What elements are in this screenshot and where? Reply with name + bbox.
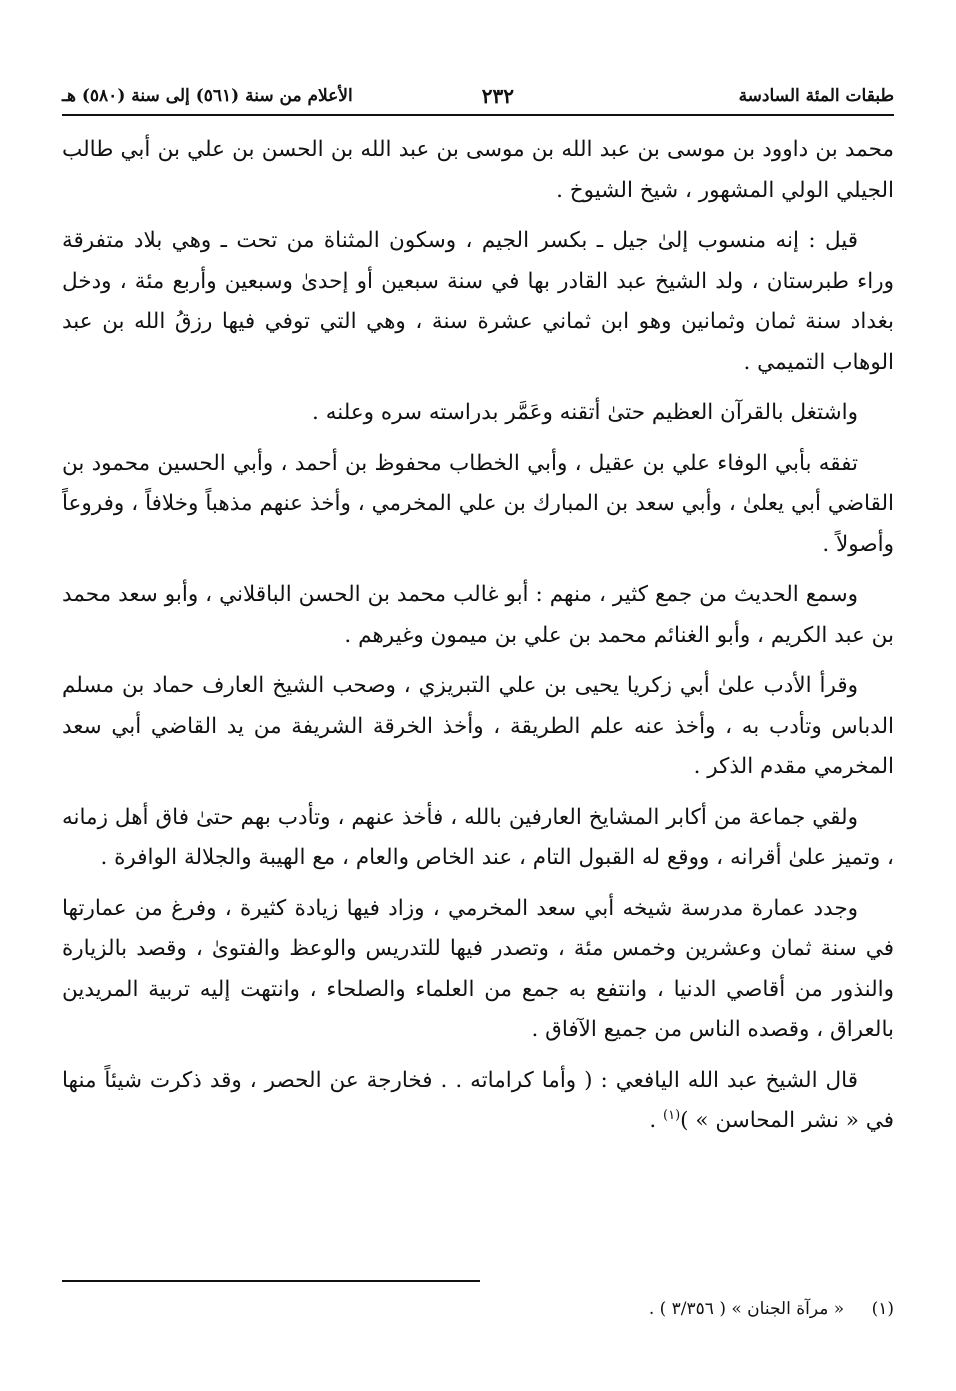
footnote-rule <box>62 1280 480 1282</box>
paragraph-mashayikh: ولقي جماعة من أكابر المشايخ العارفين بالله ، فأخذ عنهم ، وتأدب بهم حتىٰ فاق أهل زمانه ، وتميز علىٰ أقرانه ، ووقع له القبول التام ، عند الخاص والعام ، مع الهيبة والجلالة الوافرة . <box>62 804 894 870</box>
paragraph-fiqh: تفقه بأبي الوفاء علي بن عقيل ، وأبي الخطاب محفوظ بن أحمد ، وأبي الحسين محمود بن القاضي أبي يعلىٰ ، وأبي سعد بن المبارك بن علي المخرمي ، وأخذ عنهم مذهباً وخلافاً ، وفروعاً وأصولاً . <box>62 450 894 557</box>
paragraph-madrasa: وجدد عمارة مدرسة شيخه أبي سعد المخرمي ، وزاد فيها زيادة كثيرة ، وفرغ من عمارتها في سنة ثمان وعشرين وخمس مئة ، وتصدر فيها للتدريس والوعظ والفتوىٰ ، وقصد بالزيارة والنذور من أقاصي الدنيا ، وانتفع به جمع من العلماء والصلحاء ، وانتهت إليه تربية المريدين بالعراق ، وقصده الناس من جميع الآفاق . <box>62 895 894 1042</box>
paragraph-origin: قيل : إنه منسوب إلىٰ جيل ـ بكسر الجيم ، وسكون المثناة من تحت ـ وهي بلاد متفرقة وراء طبرستان ، ولد الشيخ عبد القادر بها في سنة سبعين أو إحدىٰ وسبعين وأربع مئة ، ودخل بغداد سنة ثمان وثمانين وهو ابن ثماني عشرة سنة ، وهي التي توفي فيها رزقُ الله بن عبد الوهاب التميمي . <box>62 228 894 375</box>
footnote-number: (١) <box>871 1299 894 1319</box>
document-page <box>62 78 894 1368</box>
paragraph-adab: وقرأ الأدب علىٰ أبي زكريا يحيى بن علي التبريزي ، وصحب الشيخ العارف حماد بن مسلم الدباس وتأدب به ، وأخذ عنه علم الطريقة ، وأخذ الخرقة الشريفة من يد القاضي أبي سعد المخرمي مقدم الذكر . <box>62 673 894 779</box>
section-title: طبقات المئة السادسة <box>738 86 894 106</box>
page-number: ٢٣٢ <box>481 84 514 108</box>
footnote-text: « مرآة الجنان » ( ٣/٣٥٦ ) . <box>648 1299 845 1319</box>
running-header <box>62 78 894 114</box>
paragraph-lineage: محمد بن داوود بن موسى بن عبد الله بن موسى بن عبد الله بن الحسن بن علي بن أبي طالب الجيلي الولي المشهور ، شيخ الشيوخ . <box>62 137 894 203</box>
footnote-ref[interactable]: (١) <box>663 1107 681 1123</box>
body-text <box>62 130 894 1152</box>
footnote <box>649 1294 894 1324</box>
karamat-tail: . <box>649 1108 663 1133</box>
karamat-text: قال الشيخ عبد الله اليافعي : ( وأما كراماته . . فخارجة عن الحصر ، وقد ذكرت شيئاً منها في « نشر المحاسن » ) <box>62 1067 894 1133</box>
header-rule <box>62 114 894 116</box>
chapter-range: الأعلام من سنة (٥٦١) إلى سنة (٥٨٠) هـ <box>62 86 353 106</box>
paragraph-quran: واشتغل بالقرآن العظيم حتىٰ أتقنه وعَمَّر بدراسته سره وعلنه . <box>312 400 858 425</box>
paragraph-karamat <box>62 1061 894 1142</box>
paragraph-hadith: وسمع الحديث من جمع كثير ، منهم : أبو غالب محمد بن الحسن الباقلاني ، وأبو سعد محمد بن عبد الكريم ، وأبو الغنائم محمد بن علي بن ميمون وغيرهم . <box>62 582 894 648</box>
